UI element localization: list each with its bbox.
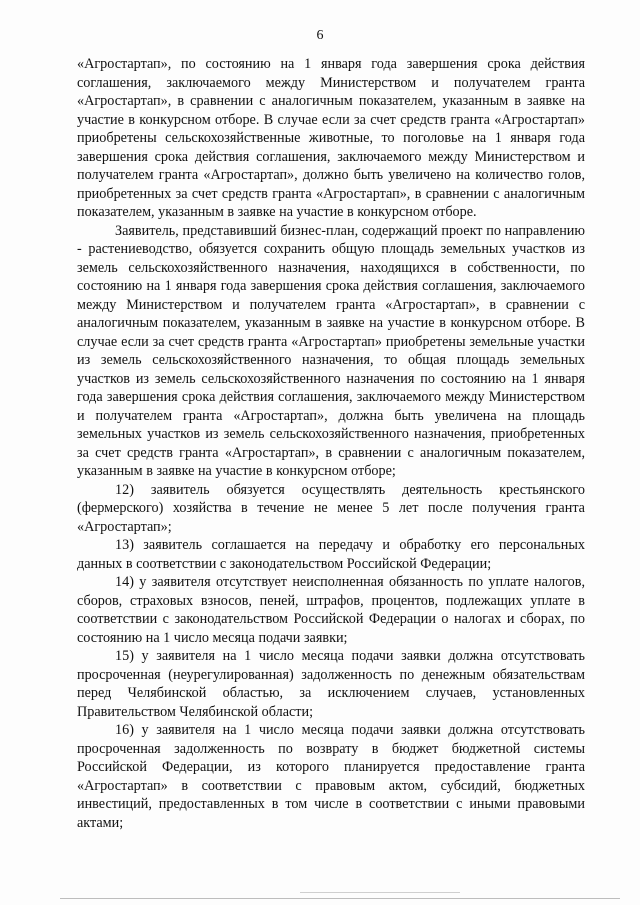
scan-edge-mark [300,892,460,893]
document-body [77,55,585,832]
paragraph-continuation: «Агростартап», по состоянию на 1 января года завершения срока действия соглашения, заключаемого между Министерством и получателем гранта «Агростартап», в сравнении с аналогичным показателем, указанным в заявке на участие в конкурсном отборе. В случае если за счет средств гранта «Агростартап» приобретены сельскохозяйственные животные, то поголовье на 1 января года завершения срока действия соглашения, заключаемого между Министерством и получателем гранта «Агростартап», должно быть увеличено на количество голов, приобретенных за счет средств гранта «Агростартап», в сравнении с аналогичным показателем, указанным в заявке на участие в конкурсном отборе. [77,56,585,220]
paragraph-item-16: 16) у заявителя на 1 число месяца подачи заявки должна отсутствовать просроченная задолженность по возврату в бюджет бюджетной системы Российской Федерации, из которого планируется предоставление гранта «Агростартап» в соответствии с правовым актом, субсидий, бюджетных инвестиций, предоставленных в том числе в соответствии с иными правовыми актами; [77,722,585,831]
paragraph-item-15: 15) у заявителя на 1 число месяца подачи заявки должна отсутствовать просроченная (неурегулированная) задолженность по денежным обязательствам перед Челябинской областью, за исключением случаев, установленных Правительством Челябинской области; [77,648,585,720]
page-number: 6 [316,28,324,43]
paragraph-item-12: 12) заявитель обязуется осуществлять деятельность крестьянского (фермерского) хозяйства в течение не менее 5 лет после получения гранта «Агростартап»; [77,481,585,535]
scan-edge-line [60,898,620,899]
paragraph-item-13: 13) заявитель соглашается на передачу и обработку его персональных данных в соответствии с законодательством Российской Федерации; [77,537,585,572]
paragraph-item-14: 14) у заявителя отсутствует неисполненная обязанность по уплате налогов, сборов, страховых взносов, пеней, штрафов, процентов, подлежащих уплате в соответствии с законодательством Российской Федерации о налогах и сборах, по состоянию на 1 число месяца подачи заявки; [77,574,585,646]
paragraph-applicant-crop-production: Заявитель, представивший бизнес-план, содержащий проект по направлению - растениеводство, обязуется сохранить общую площадь земельных участков из земель сельскохозяйственного назначения, находящихся в собственности, по состоянию на 1 января года завершения срока действия соглашения, заключаемого между Министерством и получателем гранта «Агростартап», в сравнении с аналогичным показателем, указанным в заявке на участие в конкурсном отборе. В случае если за счет средств гранта «Агростартап» приобретены земельные участки из земель сельскохозяйственного назначения, то общая площадь земельных участков из земель сельскохозяйственного назначения по состоянию на 1 января года завершения срока действия соглашения, заключаемого между Министерством и получателем гранта «Агростартап», должна быть увеличена на площадь земельных участков из земель сельскохозяйственного назначения, приобретенных за счет средств гранта «Агростартап», в сравнении с аналогичным показателем, указанным в заявке на участие в конкурсном отборе; [77,222,585,479]
